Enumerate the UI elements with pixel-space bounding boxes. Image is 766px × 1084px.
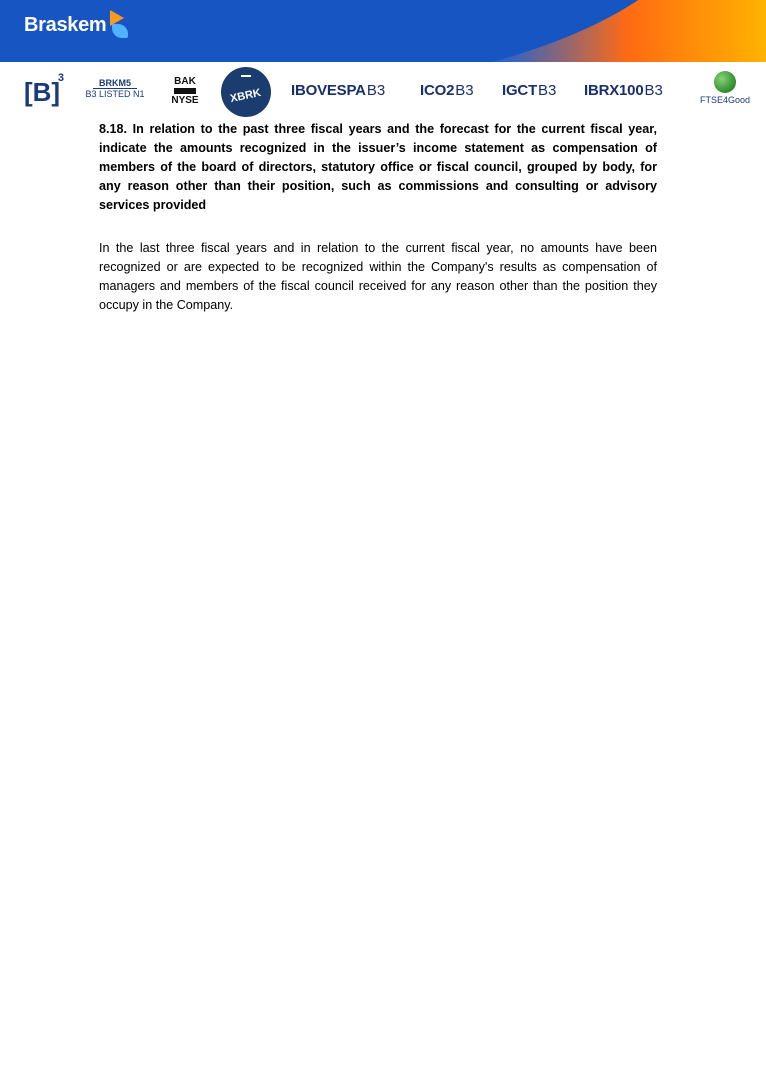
xbrk-emblem-icon [241,75,251,85]
document-section [99,120,657,315]
globe-icon [714,71,736,93]
header-banner [0,0,766,62]
b3-logo-superscript: 3 [57,72,64,84]
section-body: In the last three fiscal years and in relation to the current fiscal year, no amounts have been recognized or are expected to be recognized within the Company's results as compensation of managers and members of the fiscal council received for any reason other than the position they occupy in the Company. [99,241,657,312]
ibovespa-suffix: B3 [366,81,386,99]
bak-ticker: BAK [174,76,196,87]
ibovespa-logo [291,80,385,100]
index-logo-strip [0,66,766,118]
igct-suffix: B3 [538,81,557,99]
bak-nyse-logo [166,76,204,106]
xbrk-label: XBRK [229,86,263,106]
brand-name: Braskem [24,13,107,36]
ibovespa-name: IBOVESPA [291,81,366,99]
b3-logo [18,74,66,110]
braskem-logo [24,10,132,40]
igct-name: IGCT [502,81,538,99]
brkm5-logo [80,78,150,99]
ibrx100-logo [584,80,663,100]
igct-logo [502,80,556,100]
ico2-name: ICO2 [420,81,455,99]
ico2-logo [420,80,474,100]
ftse4good-logo [694,71,756,105]
brkm5-listing: B3 LISTED N1 [85,89,145,99]
ibrx100-suffix: B3 [644,81,663,99]
bak-listed-bar [174,88,196,94]
bak-exchange: NYSE [171,95,199,106]
xbrk-logo [221,67,271,117]
section-heading: 8.18. In relation to the past three fiscal years and the forecast for the current fiscal year, indicate the amounts recognized in the issuer’s income statement as compensation of members of the board of directors, statutory office or fiscal council, grouped by body, for any reason other than their position, such as commissions and consulting or advisory services provided [99,122,657,212]
ibrx100-name: IBRX100 [584,81,644,99]
ftse4good-label: FTSE4Good [699,95,751,105]
brkm5-ticker: BRKM5 [93,78,137,89]
ico2-suffix: B3 [455,81,474,99]
braskem-mark-icon [110,10,132,40]
b3-logo-text: [B] [23,77,61,107]
